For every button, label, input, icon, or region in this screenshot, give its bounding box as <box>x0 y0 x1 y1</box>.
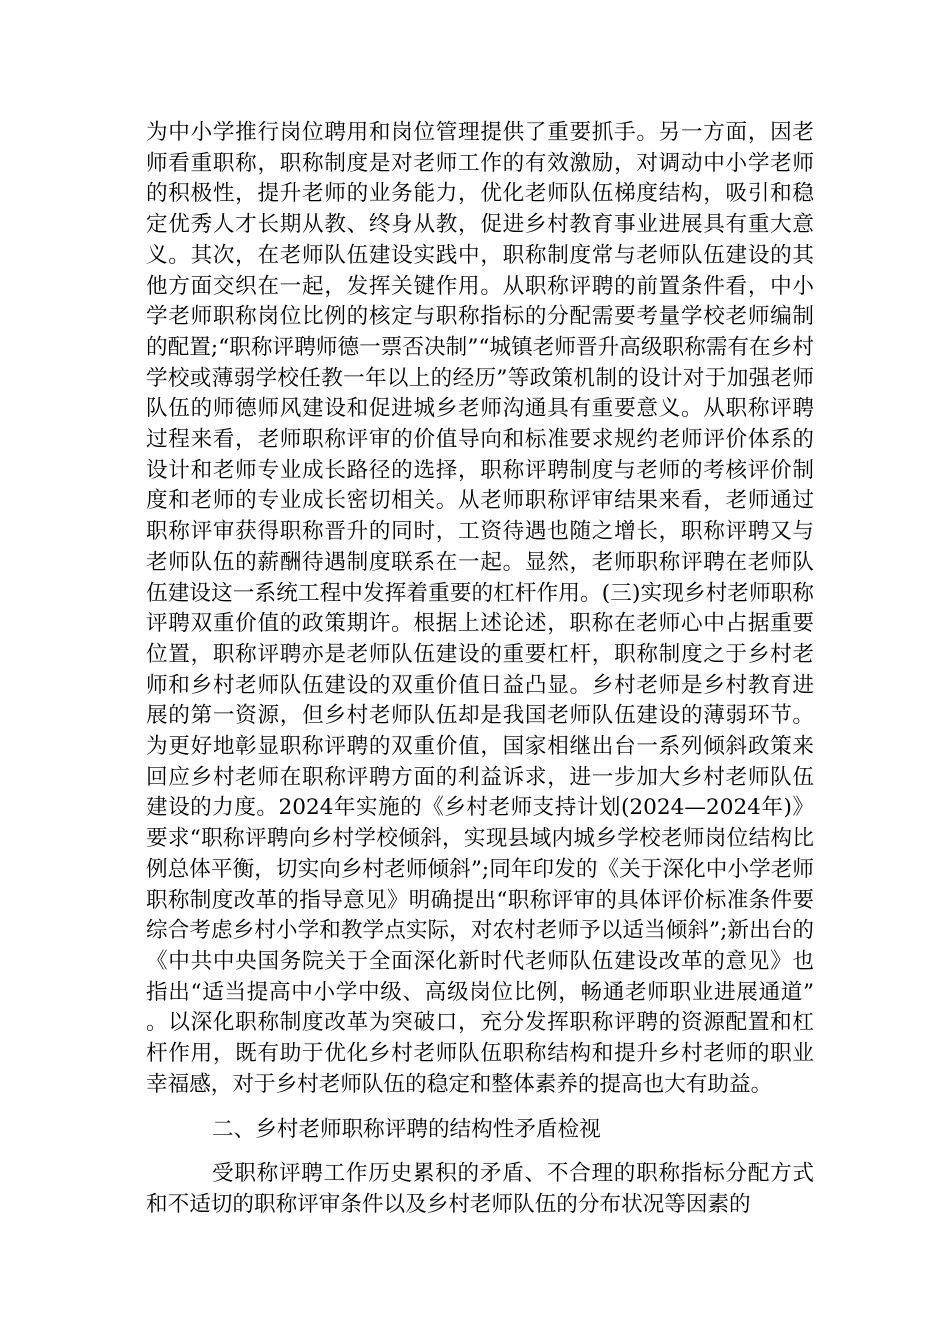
section-heading: 二、乡村老师职称评聘的结构性矛盾检视 <box>212 1116 601 1142</box>
body-paragraph-next: 受职称评聘工作历史累积的矛盾、不合理的职称指标分配方式和不适切的职称评审条件以及乡村老师队伍的分布状况等因素的 <box>146 1161 814 1217</box>
body-paragraph: 为中小学推行岗位聘用和岗位管理提供了重要抓手。另一方面，因老师看重职称，职称制度是对老师工作的有效激励，对调动中小学老师的积极性，提升老师的业务能力，优化老师队伍梯度结构，吸引和稳定优秀人才长期从教、终身从教，促进乡村教育事业进展具有重大意义。其次，在老师队伍建设实践中，职称制度常与老师队伍建设的其他方面交织在一起，发挥关键作用。从职称评聘的前置条件看，中小学老师职称岗位比例的核定与职称指标的分配需要考量学校老师编制的配置;“职称评聘师德一票否决制”“城镇老师晋升高级职称需有在乡村学校或薄弱学校任教一年以上的经历”等政策机制的设计对于加强老师队伍的师德师风建设和促进城乡老师沟通具有重要意义。从职称评聘过程来看，老师职称评审的价值导向和标准要求规约老师评价体系的设计和老师专业成长路径的选择，职称评聘制度与老师的考核评价制度和老师的专业成长密切相关。从老师职称评审结果来看，老师通过职称评审获得职称晋升的同时，工资待遇也随之增长，职称评聘又与老师队伍的薪酬待遇制度联系在一起。显然，老师职称评聘在老师队伍建设这一系统工程中发挥着重要的杠杆作用。(三)实现乡村老师职称评聘双重价值的政策期许。根据上述论述，职称在老师心中占据重要位置，职称评聘亦是老师队伍建设的重要杠杆，职称制度之于乡村老师和乡村老师队伍建设的双重价值日益凸显。乡村老师是乡村教育进展的第一资源，但乡村老师队伍却是我国老师队伍建设的薄弱环节。为更好地彰显职称评聘的双重价值，国家相继出台一系列倾斜政策来回应乡村老师在职称评聘方面的利益诉求，进一步加大乡村老师队伍建设的力度。2024年实施的《乡村老师支持计划(2024—2024年)》要求“职称评聘向乡村学校倾斜，实现县域内城乡学校老师岗位结构比例总体平衡，切实向乡村老师倾斜”;同年印发的《关于深化中小学老师职称制度改革的指导意见》明确提出“职称评审的具体评价标准条件要综合考虑乡村小学和教学点实际，对农村老师予以适当倾斜”;新出台的《中共中央国务院关于全面深化新时代老师队伍建设改革的意见》也指出“适当提高中小学中级、高级岗位比例，畅通老师职业进展通道”。以深化职称制度改革为突破口，充分发挥职称评聘的资源配置和杠杆作用，既有助于优化乡村老师队伍职称结构和提升乡村老师的职业幸福感，对于乡村老师队伍的稳定和整体素养的提高也大有助益。 <box>146 120 814 1097</box>
document-page <box>146 118 814 1221</box>
